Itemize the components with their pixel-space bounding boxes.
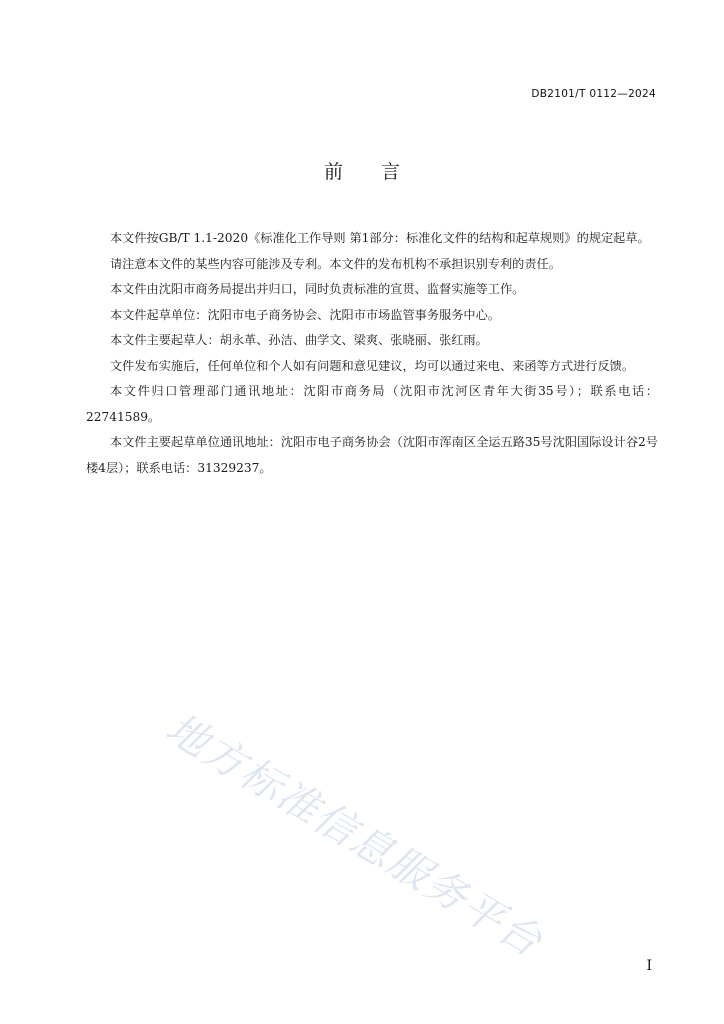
paragraph: 本文件主要起草人：胡永革、孙洁、曲学文、梁爽、张晓丽、张红雨。	[110, 333, 488, 347]
paragraph: 本文件由沈阳市商务局提出并归口，同时负责标准的宣贯、监督实施等工作。	[110, 282, 525, 296]
foreword-body	[86, 226, 658, 481]
paragraph: 文件发布实施后，任何单位和个人如有问题和意见建议，均可以通过来电、来函等方式进行反馈。	[110, 358, 635, 373]
watermark: 地方标准信息服务平台	[157, 703, 552, 967]
paragraph: 本文件归口管理部门通讯地址：沈阳市商务局（沈阳市沈河区青年大街35号）；联系电话：22741589。	[86, 384, 658, 424]
page-title: 前 言	[323, 161, 400, 183]
paragraph: 请注意本文件的某些内容可能涉及专利。本文件的发布机构不承担识别专利的责任。	[110, 256, 561, 271]
paragraph: 本文件起草单位：沈阳市电子商务协会、沈阳市市场监管事务服务中心。	[110, 307, 500, 322]
document-code: DB2101/T 0112—2024	[531, 88, 656, 100]
paragraph: 本文件主要起草单位通讯地址：沈阳市电子商务协会（沈阳市浑南区全运五路35号沈阳国际设计谷2号楼4层）；联系电话：31329237。	[86, 435, 658, 475]
page-number: I	[646, 958, 652, 974]
paragraph: 本文件按GB/T 1.1-2020《标准化工作导则 第1部分：标准化文件的结构和起草规则》的规定起草。	[110, 231, 650, 245]
